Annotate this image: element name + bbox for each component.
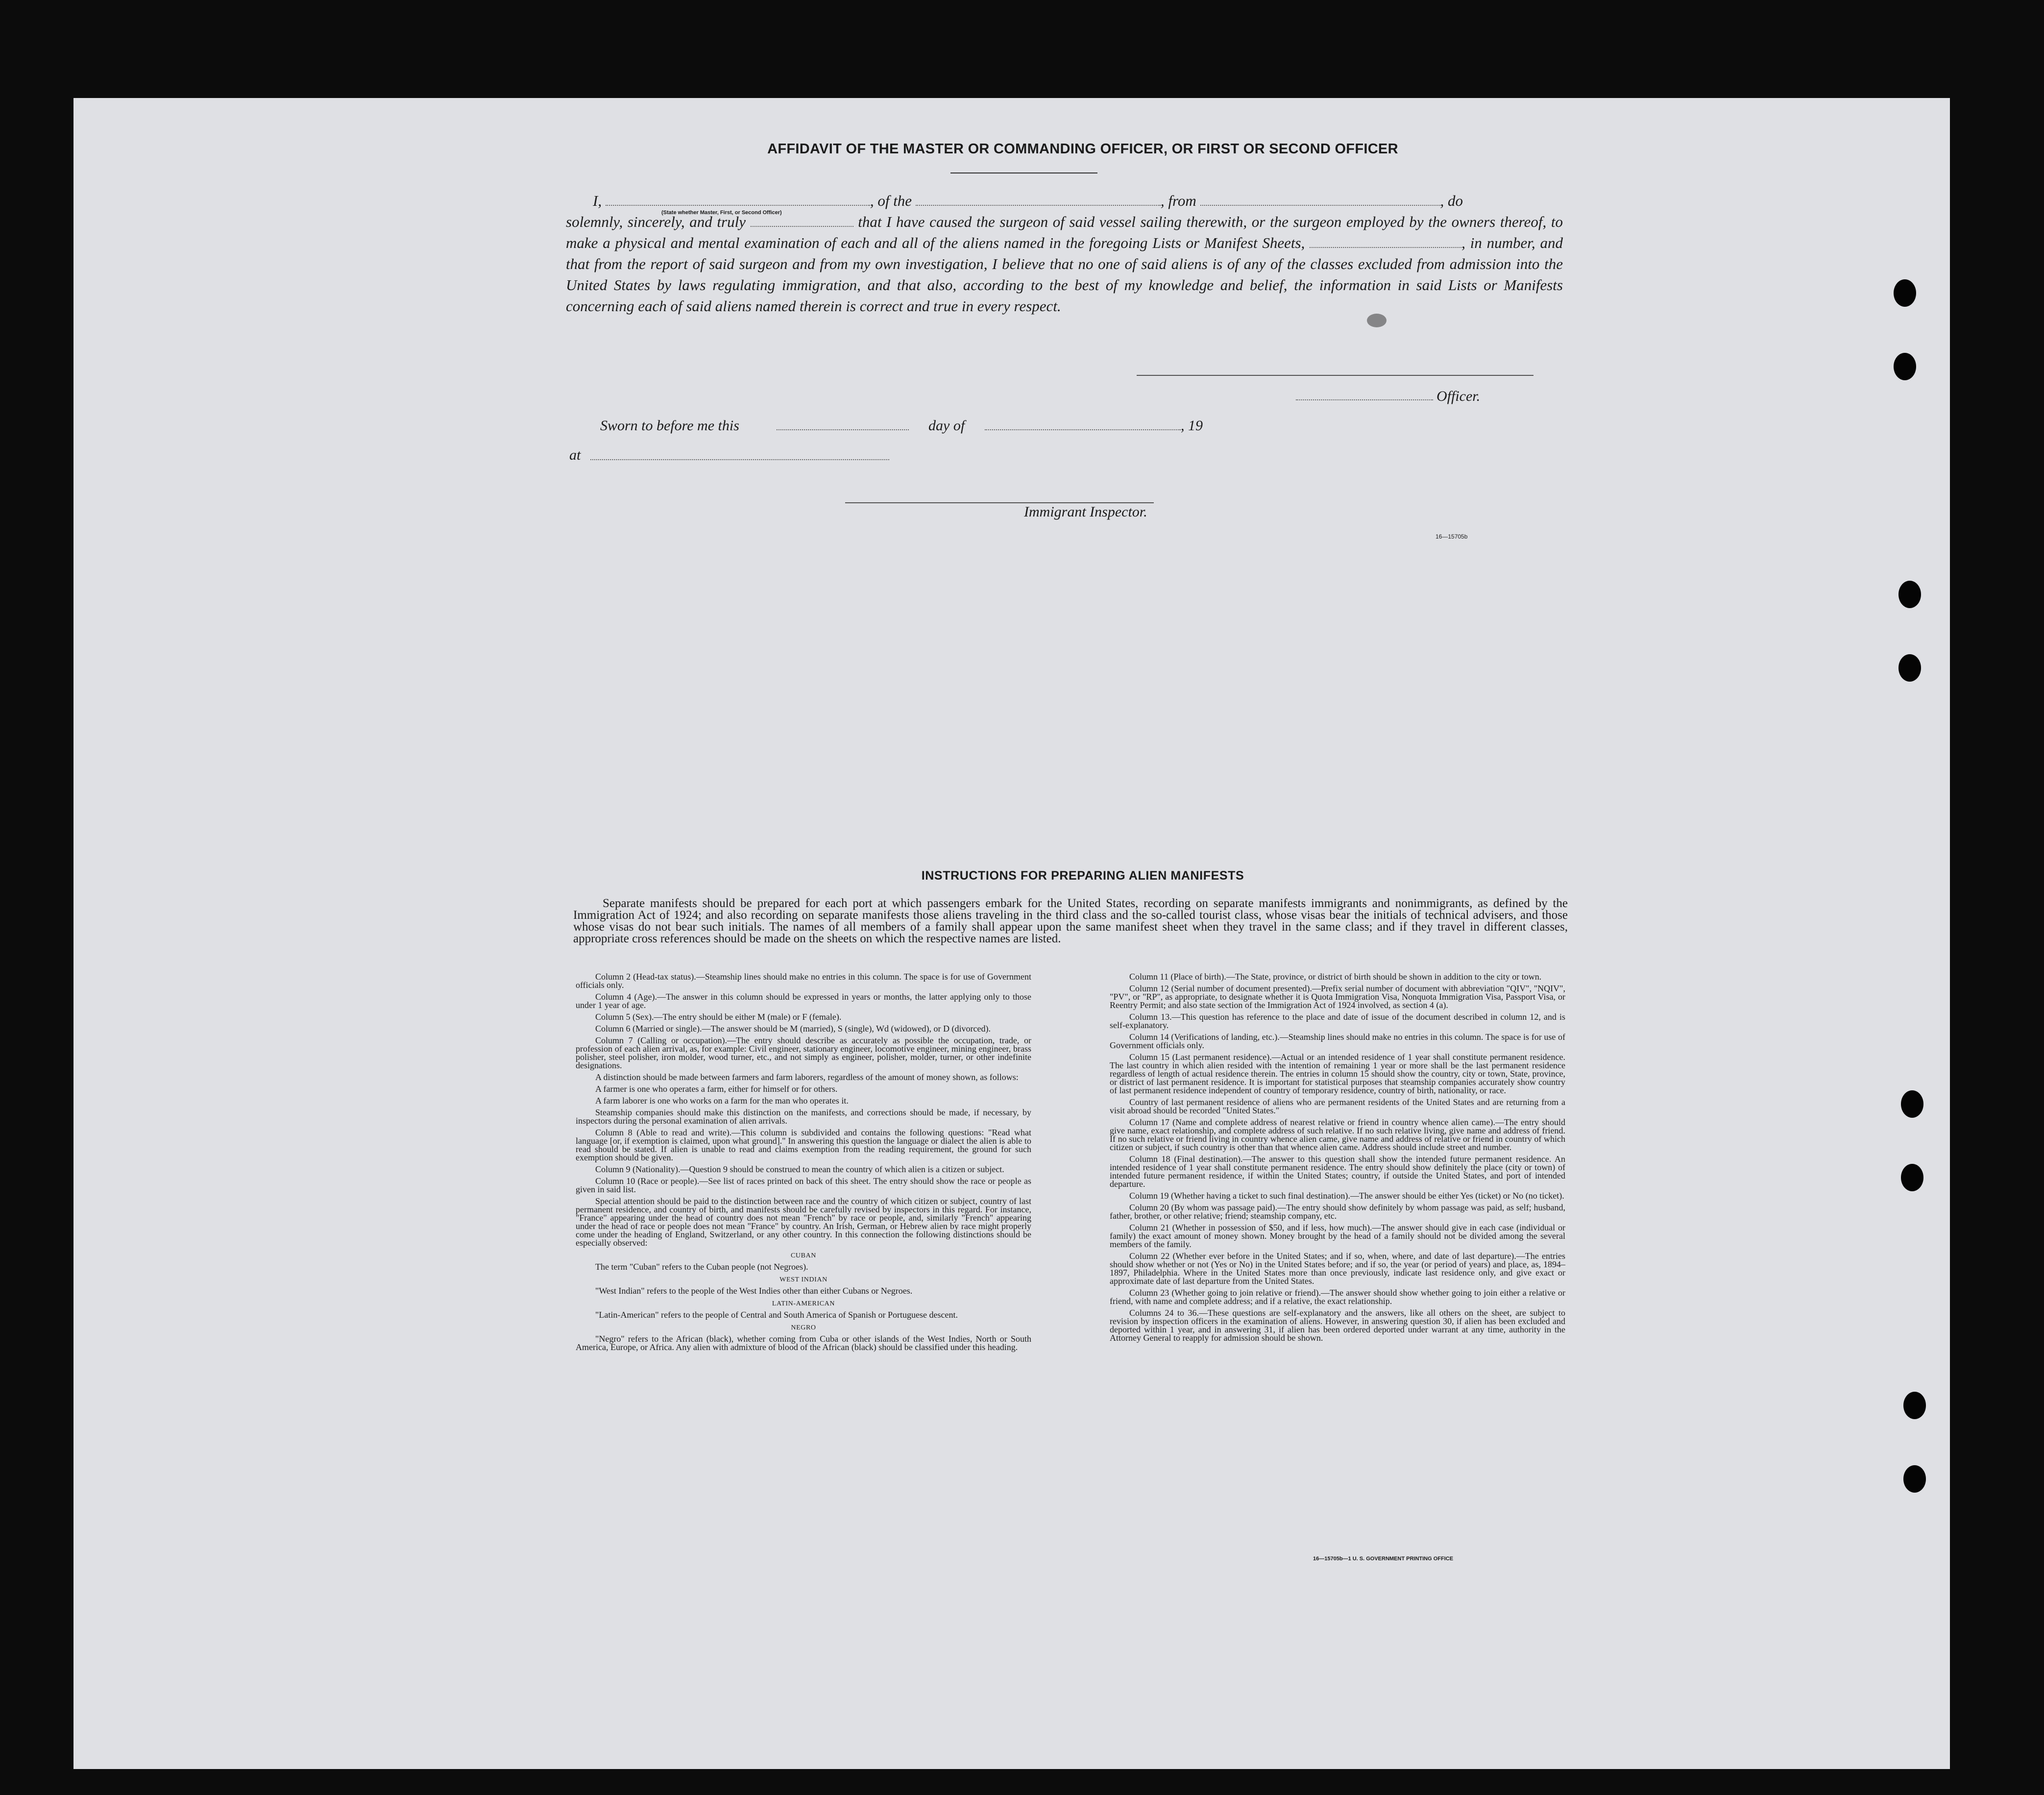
- right-paragraph: Column 14 (Verifications of landing, etc.).—Steamship lines should make no entries in this column. The space is for use of Government officials only.: [1110, 1032, 1565, 1050]
- punch-hole: [1901, 1090, 1923, 1118]
- place-field[interactable]: [590, 459, 889, 460]
- left-paragraph: Column 6 (Married or single).—The answer should be M (married), S (single), Wd (widowed), or D (divorced).: [595, 1024, 991, 1033]
- punch-hole: [1901, 1164, 1923, 1191]
- left-paragraph: Steamship companies should make this distinction on the manifests, and corrections should be made, if necessary, by inspectors during the personal examination of alien arrivals.: [576, 1107, 1031, 1126]
- officer-note: (State whether Master, First, or Second Officer): [661, 210, 782, 216]
- punch-hole: [1894, 279, 1916, 307]
- punch-hole: [1894, 353, 1916, 380]
- word-do: , do: [1440, 192, 1463, 209]
- affidavit-text-2: , in number, and that from the report of said surgeon and from my own investigation, I believe that no one of said aliens is of any of the classes excluded from admission into the United States by laws regulating immigration, and that also, according to the best of my knowledge and belief, the information in said Lists or Manifests concerning each of said aliens named therein is correct and true in every respect.: [566, 234, 1563, 315]
- left-paragraph: Column 9 (Nationality).—Question 9 should be construed to mean the country of which alien is a citizen or subject.: [595, 1164, 1004, 1174]
- printing-office-code: 16—15705b—1 U. S. GOVERNMENT PRINTING OFFICE: [1313, 1556, 1454, 1562]
- officer-label: Officer.: [1436, 388, 1481, 404]
- right-paragraph: Column 17 (Name and complete address of nearest relative or friend in country whence alien came).—The entry should give name, exact relationship, and complete address of such relative. If no such relative living, give name and address of friend. If no such relative or friend living in country whence alien came, give name and address of relative or friend in country of which citizen or subject, if such country is other than that whence alien came. Address should include street and number.: [1110, 1117, 1565, 1152]
- affidavit-body: [566, 190, 1563, 317]
- affidavit-text-1: that I have caused the surgeon of said vessel sailing therewith, or the surgeon employed by the owners thereof, to make a physical and mental examination of each and all of the aliens named in the foregoing Lists or Manifest Sheets,: [566, 213, 1563, 251]
- right-paragraph: Column 13.—This question has reference to the place and date of issue of the document described in column 12, and is self-explanatory.: [1110, 1012, 1565, 1030]
- cuban-definition: The term "Cuban" refers to the Cuban people (not Negroes).: [595, 1262, 808, 1272]
- right-paragraph: Column 15 (Last permanent residence).—Actual or an intended residence of 1 year shall constitute permanent residence. The last country in which alien resided with the intention of remaining 1 year or more shall be the last permanent residence regardless of length of actual residence therein. The entries in column 15 should show the country, city or town, State, province, or district of last permanent residence. It is important for statistical purposes that steamship companies accurately show country of last permanent residence independent of country of temporary residence, country of birth, nationality, or race.: [1110, 1052, 1565, 1095]
- right-paragraph: Column 23 (Whether going to join relative or friend).—The answer should show whether going to join either a relative or friend, with name and complete address; and if a relative, the exact relationship.: [1110, 1288, 1565, 1306]
- right-paragraph: Column 22 (Whether ever before in the United States; and if so, when, where, and date of last departure).—The entries should show whether or not (Yes or No) in the United States before; and if so, the year (or period of years) and place, as, 1894–1897, Philadelphia. Where in the United States more than once previously, indicate last residence only, and give exact or approximate date of last departure from the United States.: [1110, 1251, 1565, 1286]
- punch-hole: [1898, 581, 1921, 608]
- right-paragraph: Column 20 (By whom was passage paid).—The entry should show definitely by whom passage was paid, as self; husband, father, brother, or other relative; friend; steamship company, etc.: [1110, 1203, 1565, 1221]
- left-paragraph: Column 7 (Calling or occupation).—The entry should describe as accurately as possible the occupation, trade, or profession of each alien arrival, as, for example: Civil engineer, stationary engineer, locomotive engineer, mining engineer, brass polisher, steel polisher, iron molder, wood turner, etc., and not simply as engineer, polisher, molder, turner, or other indefinite designations.: [576, 1035, 1031, 1070]
- at-label: at: [569, 447, 581, 463]
- right-paragraph: Country of last permanent residence of aliens who are permanent residents of the United States and are returning from a visit abroad should be recorded "United States.": [1110, 1097, 1565, 1115]
- right-paragraph: Column 11 (Place of birth).—The State, province, or district of birth should be shown in addition to the city or town.: [1129, 972, 1542, 982]
- sworn-month-field[interactable]: [985, 429, 1181, 430]
- negro-definition: "Negro" refers to the African (black), whether coming from Cuba or other islands of the West Indies, North or South America, Europe, or Africa. Any alien with admixture of blood of the African (black) should be classified under this heading.: [576, 1334, 1031, 1352]
- word-of-the: , of the: [870, 192, 912, 209]
- left-paragraph: A farm laborer is one who works on a farm for the man who operates it.: [595, 1096, 849, 1106]
- document-page: [73, 98, 1950, 1769]
- instructions-intro: Separate manifests should be prepared for each port at which passengers embark for the United States, recording on separate manifests immigrants and nonimmigrants, as defined by the Immigration Act of 1924; and also recording on separate manifests those aliens traveling in the third class and the so-called tourist class, whose visas bear the initials of technical advisers, and those whose visas do not bear such initials. The names of all members of a family shall appear upon the same manifest sheet when they travel in the same class; and if they travel in different classes, appropriate cross references should be made on the sheets on which the respective names are listed.: [573, 897, 1568, 945]
- oath-type-field[interactable]: [751, 216, 853, 227]
- word-solemnly: solemnly, sincerely, and truly: [566, 213, 746, 230]
- left-paragraph: Column 8 (Able to read and write).—This column is subdivided and contains the following questions: "Read what language [or, if exemption is claimed, upon what ground]." In answering this question the language or dialect the alien is able to read should be stated. If alien is unable to read and claims exemption from the reading requirement, the ground for such exemption should be given.: [576, 1128, 1031, 1162]
- officer-name-field[interactable]: [606, 195, 870, 206]
- latin-american-definition: "Latin-American" refers to the people of Central and South America of Spanish or Portuguese descent.: [595, 1310, 958, 1320]
- day-of-label: day of: [928, 418, 965, 434]
- year-label: , 19: [1181, 418, 1203, 434]
- heading-west-indian: WEST INDIAN: [779, 1276, 827, 1283]
- inspector-signature-line[interactable]: [845, 502, 1154, 503]
- affidavit-title: AFFIDAVIT OF THE MASTER OR COMMANDING OFFICER, OR FIRST OR SECOND OFFICER: [767, 141, 1398, 157]
- west-indian-definition: "West Indian" refers to the people of the West Indies other than either Cubans or Negroes.: [595, 1286, 913, 1296]
- right-paragraph: Column 21 (Whether in possession of $50, and if less, how much).—The answer should give in each case (individual or family) the exact amount of money shown. Money brought by the head of a family should not be divided among the several members of the family.: [1110, 1223, 1565, 1249]
- left-paragraph: Special attention should be paid to the distinction between race and the country of which citizen or subject, country of last permanent residence, and country of birth, and manifests should be carefully revised by inspectors in this regard. For instance, "France" appearing under the head of country does not mean "French" by race or people, and, similarly "French" appearing under the head of race or people does not mean "France" by country. An Irish, German, or Hebrew alien by race might properly come under the heading of England, Switzerland, or any other country. In this connection the following distinctions should be especially observed:: [576, 1196, 1031, 1248]
- instructions-right-column: [1110, 973, 1565, 1346]
- right-paragraph: Column 18 (Final destination).—The answer to this question shall show the intended future permanent residence. An intended residence of 1 year shall constitute permanent residence. The entry should show definitely the place (city or town) of intended future permanent residence, if within the United States; country, if outside the United States, and port of intended departure.: [1110, 1154, 1565, 1189]
- affidavit-form-code: 16—15705b: [1436, 533, 1468, 540]
- title-rule: [950, 172, 1097, 173]
- officer-title-field[interactable]: [1296, 399, 1433, 400]
- inspector-label: Immigrant Inspector.: [1024, 504, 1147, 520]
- left-paragraph: Column 10 (Race or people).—See list of races printed on back of this sheet. The entry should show the race or people as given in said list.: [576, 1176, 1031, 1194]
- sworn-label: Sworn to before me this: [600, 418, 739, 434]
- ink-mark: [1367, 314, 1387, 327]
- vessel-name-field[interactable]: [916, 195, 1161, 206]
- left-paragraph: Column 5 (Sex).—The entry should be either M (male) or F (female).: [595, 1012, 842, 1022]
- punch-hole: [1903, 1465, 1926, 1493]
- left-paragraph: Column 4 (Age).—The answer in this column should be expressed in years or months, the latter applying only to those under 1 year of age.: [576, 992, 1031, 1010]
- right-paragraph: Column 19 (Whether having a ticket to such final destination).—The answer should be either Yes (ticket) or No (no ticket).: [1129, 1191, 1564, 1201]
- right-paragraph: Columns 24 to 36.—These questions are self-explanatory and the answers, like all others on the sheet, are subject to revision by inspection officers in the examination of aliens. However, in answering question 30, if alien has been excluded and deported within 1 year, and in answering 31, if alien has been ordered deported under warrant at any time, authority in the Attorney General to reapply for admission should be shown.: [1110, 1308, 1565, 1343]
- left-paragraph: Column 2 (Head-tax status).—Steamship lines should make no entries in this column. The space is for use of Government officials only.: [576, 972, 1031, 990]
- number-field[interactable]: [1310, 237, 1461, 248]
- word-from: , from: [1160, 192, 1196, 209]
- left-paragraph: A farmer is one who operates a farm, either for himself or for others.: [595, 1084, 838, 1094]
- instructions-left-column: [576, 973, 1031, 1355]
- heading-latin-american: LATIN-AMERICAN: [772, 1300, 835, 1307]
- left-paragraph: A distinction should be made between farmers and farm laborers, regardless of the amount of money shown, as follows:: [595, 1072, 1019, 1082]
- instructions-title: INSTRUCTIONS FOR PREPARING ALIEN MANIFESTS: [921, 869, 1244, 883]
- right-paragraph: Column 12 (Serial number of document presented).—Prefix serial number of document with abbreviation "QIV", "NQIV", "PV", or "RP", as appropriate, to designate whether it is Quota Immigration Visa, Nonquota Immigration Visa, Passport Visa, or Reentry Permit; and also state section of the Immigration Act of 1924 involved, as section 4 (a).: [1110, 984, 1565, 1010]
- heading-negro: NEGRO: [791, 1324, 816, 1331]
- punch-hole: [1898, 654, 1921, 682]
- signature-line[interactable]: [1137, 375, 1533, 376]
- word-i: I,: [593, 192, 602, 209]
- punch-hole: [1903, 1392, 1926, 1419]
- heading-cuban: CUBAN: [790, 1252, 816, 1259]
- departure-port-field[interactable]: [1200, 195, 1440, 206]
- sworn-day-field[interactable]: [777, 429, 909, 430]
